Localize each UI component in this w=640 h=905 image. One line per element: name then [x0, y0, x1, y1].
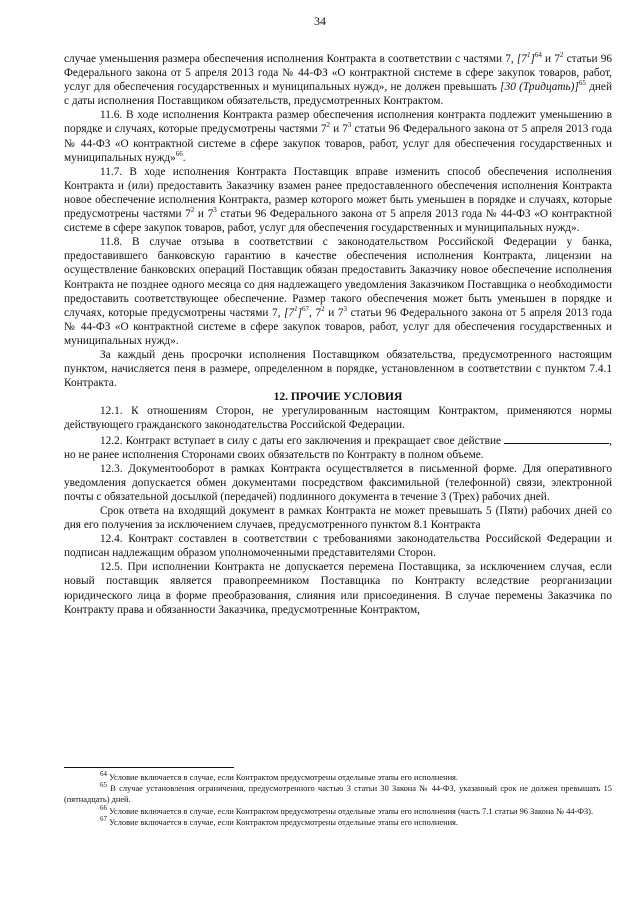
footnote-ref-66[interactable]: 66: [175, 149, 183, 158]
footnotes: [64, 767, 612, 828]
paragraph-penalty: За каждый день просрочки исполнения Поставщиком обязательства, предусмотренного настоящим пунктом, начисляется пеня в размере, определенном в порядке, установленном в соответствии с пунктом 7.4.1 Контракта.: [64, 348, 612, 390]
paragraph-11-8: 11.8. В случае отзыва в соответствии с законодательством Российской Федерации у банка, предоставившего банковскую гарантию в качестве обеспечения исполнения Контракта, лицензии на осуществление банковских операций Поставщик обязан предоставить Заказчику новое обеспечение исполнения Контракта не позднее одного месяца со дня надлежащего уведомления Заказчиком Поставщика о необходимости предоставить соответствующее обеспечение. Размер такого обеспечения может быть уменьшен в порядке и случаях, которые предусмотрены частями 7, $[7^1]^{67}$, $7^2$ и $7^3$ статьи 96 Федерального закона от 5 апреля 2013 года № 44-ФЗ «О контрактной системе в сфере закупок товаров, работ, услуг для обеспечения государственных и муниципальных нужд».: [64, 236, 613, 347]
paragraph-12-1: 12.1. К отношениям Сторон, не урегулированным настоящим Контрактом, применяются нормы действующего гражданского законодательства Российской Федерации.: [64, 405, 612, 432]
footnote-ref-65[interactable]: 65: [578, 79, 586, 88]
document-body: [64, 52, 612, 617]
footnote-separator: [64, 767, 234, 768]
paragraph-12-4: 12.4. Контракт составлен в соответствии с требованиями законодательства Российской Федерации и подписан надлежащим образом уполномоченными представителями Сторон.: [64, 533, 612, 560]
page-number: 34: [314, 14, 326, 28]
paragraph-12-5: 12.5. При исполнении Контракта не допускается перемена Поставщика, за исключением случая, если новый поставщик является правопреемником Поставщика по Контракту вследствие реорганизации юридического лица в форме преобразования, слияния или присоединения. В случае перемены Заказчика по Контракту права и обязанности Заказчика, предусмотренные Контрактом,: [64, 561, 612, 616]
footnote-67: $^{67}$ Условие включается в случае, если Контрактом предусмотрены отдельные этапы его исполнения.: [100, 815, 459, 827]
footnote-66: $^{66}$ Условие включается в случае, если Контрактом предусмотрены отдельные этапы его исполнения (часть 7.1 статьи 96 Закона № 44-ФЗ).: [100, 803, 594, 816]
paragraph-12-2: 12.2. Контракт вступает в силу с даты его заключения и прекращает свое действие , но не ранее исполнения Сторонами своих обязательств по Контракту в полном объеме.: [64, 434, 612, 461]
footnote-65: $^{65}$ В случае установления ограничения, предусмотренного частью 3 статьи 30 Закона № 44-ФЗ, указанный срок не должен превышать 15 (пятнадцать) дней.: [64, 781, 612, 805]
blank-date-line: [504, 433, 609, 444]
footnote-ref-67[interactable]: 67: [302, 304, 310, 313]
paragraph-12-3: 12.3. Документооборот в рамках Контракта осуществляется в письменной форме. Для оперативного уведомления допускается обмен документами посредством факсимильной (телефонной) связи, электронной почты с обязательной досылкой (передачей) подлинного документа в течение 3 (Трех) рабочих дней.: [64, 462, 612, 503]
paragraph-11-5-continuation: случае уменьшения размера обеспечения исполнения Контракта в соответствии с частями 7, $[7^1]^{64}$ и $7^2$ статьи 96 Федерального закона от 5 апреля 2013 года № 44-ФЗ «О контрактной системе в сфере закупок товаров, работ, услуг для обеспечения государственных и муниципальных нужд», не должен превышать [30 (Тридцать)]$^{65}$ дней с даты исполнения Поставщиком обязательств, предусмотренных Контрактом.: [64, 51, 613, 108]
paragraph-11-7: 11.7. В ходе исполнения Контракта Поставщик вправе изменить способ обеспечения исполнения Контракта и (или) предоставить Заказчику взамен ранее предоставленного обеспечения исполнения Контракта новое обеспечение исполнения Контракта, размер которого может быть уменьшен в порядке и случаях, которые предусмотрены частями $7^2$ и $7^3$ статьи 96 Федерального закона от 5 апреля 2013 года № 44-ФЗ «О контрактной системе в сфере закупок товаров, работ, услуг для обеспечения государственных и муниципальных нужд».: [64, 165, 613, 235]
footnote-ref-64[interactable]: 64: [534, 51, 542, 60]
section-heading: 12. ПРОЧИЕ УСЛОВИЯ: [273, 391, 403, 404]
paragraph-response-term: Срок ответа на входящий документ в рамках Контракта не может превышать 5 (Пяти) рабочих дней со дня его получения за исключением случаев, предусмотренного пунктом 8.1 Контракта: [64, 505, 612, 532]
footnote-64: $^{64}$ Условие включается в случае, если Контрактом предусмотрены отдельные этапы его исполнения.: [100, 770, 459, 782]
paragraph-11-6: 11.6. В ходе исполнения Контракта размер обеспечения исполнения контракта подлежит уменьшению в порядке и случаях, которые предусмотрены частями $7^2$ и $7^3$ статьи 96 Федерального закона от 5 апреля 2013 года № 44-ФЗ «О контрактной системе в сфере закупок товаров, работ, услуг для обеспечения государственных и муниципальных нужд»$^{66}$.: [64, 109, 612, 164]
